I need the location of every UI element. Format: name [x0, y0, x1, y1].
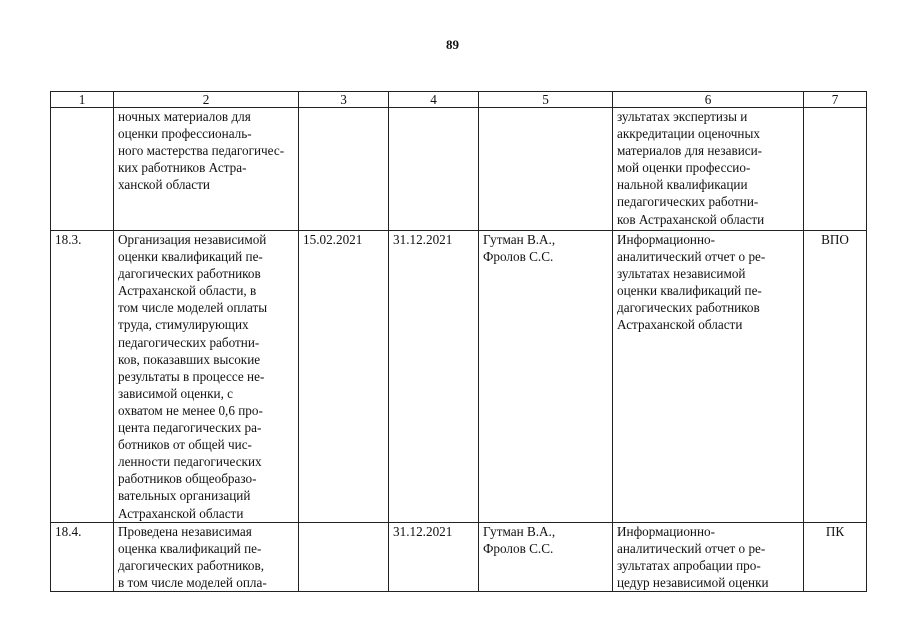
header-col-6: 6 [613, 92, 804, 108]
row-number: 18.3. [55, 232, 82, 247]
end-date: 31.12.2021 [393, 523, 453, 539]
type-code: ПК [825, 523, 845, 539]
header-row [51, 92, 867, 108]
header-col-7: 7 [804, 92, 867, 108]
type-code: ВПО [821, 232, 849, 247]
end-date: 31.12.2021 [393, 232, 453, 247]
result-text: зультатах экспертизы и аккредитации оценочных материалов для независи- мой оценки профессио- нальной квалификации педагогических работни- ков Астраханской области [617, 109, 765, 227]
table-row [51, 108, 867, 231]
table-row [51, 522, 867, 591]
event-text: Проведена независимая оценка квалификаций пе- дагогических работников, в том числе моделей опла- [118, 523, 267, 590]
header-col-2: 2 [114, 92, 299, 108]
header-col-4: 4 [389, 92, 479, 108]
responsible: Гутман В.А., Фролов С.С. [483, 523, 556, 556]
responsible: Гутман В.А., Фролов С.С. [483, 232, 556, 265]
row-number: 18.4. [55, 523, 82, 539]
start-date: 15.02.2021 [303, 232, 363, 247]
event-text: Организация независимой оценки квалификаций пе- дагогических работников Астраханской области, в том числе моделей оплаты труда, стимулирующих педагогических работни- ков, показавших высокие результаты в процессе не- зависимой оценки, с охватом не менее 0,6 про- цента педагогических ра- ботников от общей чис- ленности педагогических работников общеобразо- вательных организаций Астраханской области [118, 232, 268, 521]
result-text: Информационно- аналитический отчет о ре- зультатах независимой оценки квалификаций пе- дагогических работников Астраханской области [617, 232, 766, 333]
header-col-5: 5 [479, 92, 613, 108]
header-col-3: 3 [299, 92, 389, 108]
result-text: Информационно- аналитический отчет о ре- зультатах апробации про- цедур независимой оценки [617, 523, 769, 590]
page-number: 89 [446, 37, 459, 52]
event-text: ночных материалов для оценки профессиональ- ного мастерства педагогичес- ких работников Астра- ханской области [118, 109, 285, 193]
plan-table [50, 91, 867, 592]
header-col-1: 1 [51, 92, 114, 108]
table-row [51, 231, 867, 523]
